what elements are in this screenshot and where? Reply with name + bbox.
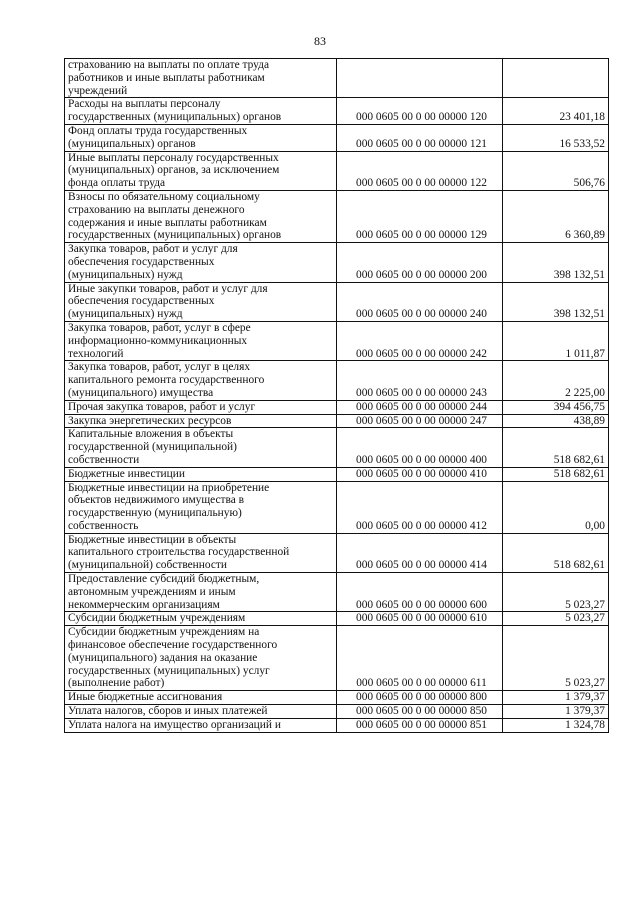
amount-cell: 1 324,78 [503,718,609,732]
expense-name-line: (муниципальных) органов, за исключением [68,164,280,177]
expense-name-line: капитального ремонта государственного [68,374,265,387]
page-number: 83 [314,34,326,48]
table-row [65,691,609,705]
amount-cell: 518 682,61 [503,467,609,481]
budget-code-cell: 000 0605 00 0 00 00000 851 [337,718,503,732]
amount-cell: 6 360,89 [503,190,609,242]
expense-name-cell [65,361,337,400]
expense-name-line: финансовое обеспечение государственного [68,639,278,652]
amount-cell: 394 456,75 [503,400,609,414]
amount-cell: 1 379,37 [503,705,609,719]
expense-name-cell [65,151,337,190]
expense-name-cell [65,414,337,428]
table-row [65,124,609,151]
table-row [65,573,609,612]
expense-name-line: государственных (муниципальных) органов [68,229,282,242]
budget-code-cell: 000 0605 00 0 00 00000 200 [337,243,503,282]
amount-cell [503,59,609,98]
budget-code-cell: 000 0605 00 0 00 00000 244 [337,400,503,414]
amount-cell: 5 023,27 [503,612,609,626]
expense-name-line: содержания и иные выплаты работникам [68,216,267,229]
table-row [65,533,609,572]
expense-name-cell [65,691,337,705]
amount-cell: 398 132,51 [503,243,609,282]
budget-code-cell: 000 0605 00 0 00 00000 129 [337,190,503,242]
expense-name-cell [65,481,337,533]
amount-cell: 518 682,61 [503,533,609,572]
budget-code-cell: 000 0605 00 0 00 00000 611 [337,626,503,691]
expense-name-line: собственность [68,519,139,532]
budget-code-cell: 000 0605 00 0 00 00000 610 [337,612,503,626]
table-row [65,59,609,98]
expense-name-cell [65,705,337,719]
table-row [65,243,609,282]
expense-name-line: (выполнение работ) [68,677,165,690]
table-row [65,190,609,242]
expense-name-cell [65,467,337,481]
expense-name-line: страхованию на выплаты денежного [68,203,245,216]
expense-name-cell [65,190,337,242]
budget-code-cell: 000 0605 00 0 00 00000 240 [337,282,503,321]
expense-name-line: (муниципального) имущества [68,386,214,399]
table-row [65,467,609,481]
expense-name-cell [65,321,337,360]
table-row [65,98,609,125]
table-row [65,361,609,400]
amount-cell: 518 682,61 [503,428,609,467]
table-row [65,400,609,414]
budget-code-cell: 000 0605 00 0 00 00000 242 [337,321,503,360]
expense-name-line: некоммерческим организациям [68,598,220,611]
expense-name-line: собственности [68,453,140,466]
expense-name-line: обеспечения государственных [68,295,215,308]
expense-name-cell [65,612,337,626]
expense-name-cell [65,626,337,691]
expense-name-line: Бюджетные инвестиции на приобретение [68,481,270,494]
expense-name-line: Закупка товаров, работ, услуг в сфере [68,321,251,334]
expense-name-cell [65,573,337,612]
expense-name-cell [65,533,337,572]
amount-cell: 16 533,52 [503,124,609,151]
expense-name-line: государственных (муниципальных) услуг [68,664,270,677]
table-row [65,626,609,691]
budget-code-cell: 000 0605 00 0 00 00000 243 [337,361,503,400]
expense-name-cell [65,98,337,125]
expense-name-cell [65,400,337,414]
expense-name-line: работников и иные выплаты работникам [68,71,265,84]
expense-name-cell [65,282,337,321]
budget-code-cell: 000 0605 00 0 00 00000 122 [337,151,503,190]
budget-code-cell: 000 0605 00 0 00 00000 410 [337,467,503,481]
expense-name-line: государственных (муниципальных) органов [68,111,282,124]
table-row [65,321,609,360]
expense-name-line: капитального строительства государственной [68,546,290,559]
expense-name-line: Бюджетные инвестиции [68,467,185,480]
expense-name-line: Иные выплаты персоналу государственных [68,151,279,164]
expense-name-line: Уплата налогов, сборов и иных платежей [68,705,268,718]
expense-name-line: фонда оплаты труда [68,177,166,190]
expense-name-line: учреждений [68,84,128,97]
expense-name-line: государственную (муниципальную) [68,507,242,520]
budget-code-cell: 000 0605 00 0 00 00000 414 [337,533,503,572]
expense-name-line: Закупка энергетических ресурсов [68,414,232,427]
amount-cell: 1 379,37 [503,691,609,705]
expense-name-line: Закупка товаров, работ, услуг в целях [68,361,251,374]
amount-cell: 506,76 [503,151,609,190]
expense-name-line: Иные закупки товаров, работ и услуг для [68,282,268,295]
expense-name-line: технологий [68,347,124,360]
expense-name-line: Субсидии бюджетным учреждениям [68,612,246,625]
expense-name-cell [65,124,337,151]
expense-name-cell [65,59,337,98]
budget-code-cell: 000 0605 00 0 00 00000 247 [337,414,503,428]
budget-code-cell [337,59,503,98]
table-row [65,612,609,626]
table-row [65,705,609,719]
expense-name-line: Закупка товаров, работ и услуг для [68,243,238,256]
expense-name-line: (муниципальных) нужд [68,268,183,281]
budget-table-body [65,59,609,733]
table-row [65,151,609,190]
table-row [65,718,609,732]
expense-name-line: государственной (муниципальной) [68,441,237,454]
expense-name-line: Предоставление субсидий бюджетным, [68,573,260,586]
expense-name-cell [65,428,337,467]
expense-name-line: Расходы на выплаты персоналу [68,98,221,111]
expense-name-line: объектов недвижимого имущества в [68,494,245,507]
budget-code-cell: 000 0605 00 0 00 00000 850 [337,705,503,719]
expense-name-line: информационно-коммуникационных [68,334,248,347]
amount-cell: 1 011,87 [503,321,609,360]
budget-code-cell: 000 0605 00 0 00 00000 600 [337,573,503,612]
table-row [65,282,609,321]
expense-name-line: страхованию на выплаты по оплате труда [68,59,270,71]
amount-cell: 398 132,51 [503,282,609,321]
amount-cell: 5 023,27 [503,626,609,691]
expense-name-line: обеспечения государственных [68,255,215,268]
budget-code-cell: 000 0605 00 0 00 00000 120 [337,98,503,125]
budget-code-cell: 000 0605 00 0 00 00000 400 [337,428,503,467]
expense-name-line: (муниципальной) собственности [68,559,227,572]
expense-name-line: Бюджетные инвестиции в объекты [68,533,237,546]
expense-name-line: Прочая закупка товаров, работ и услуг [68,400,256,413]
budget-code-cell: 000 0605 00 0 00 00000 121 [337,124,503,151]
table-row [65,414,609,428]
amount-cell: 0,00 [503,481,609,533]
table-row [65,481,609,533]
expense-name-line: Уплата налога на имущество организаций и [68,718,281,731]
expense-name-line: (муниципальных) органов [68,137,196,150]
expense-name-cell [65,243,337,282]
amount-cell: 438,89 [503,414,609,428]
budget-code-cell: 000 0605 00 0 00 00000 412 [337,481,503,533]
expense-name-cell [65,718,337,732]
table-row [65,428,609,467]
expense-name-line: Капитальные вложения в объекты [68,428,234,441]
amount-cell: 2 225,00 [503,361,609,400]
expense-name-line: Взносы по обязательному социальному [68,190,260,203]
amount-cell: 23 401,18 [503,98,609,125]
expense-name-line: (муниципальных) нужд [68,308,183,321]
expense-name-line: Фонд оплаты труда государственных [68,124,248,137]
expense-name-line: Субсидии бюджетным учреждениям на [68,626,260,639]
expense-name-line: (муниципального) задания на оказание [68,651,258,664]
expense-name-line: Иные бюджетные ассигнования [68,691,223,704]
expense-name-line: автономным учреждениям и иным [68,585,236,598]
amount-cell: 5 023,27 [503,573,609,612]
budget-table [64,58,609,733]
budget-code-cell: 000 0605 00 0 00 00000 800 [337,691,503,705]
